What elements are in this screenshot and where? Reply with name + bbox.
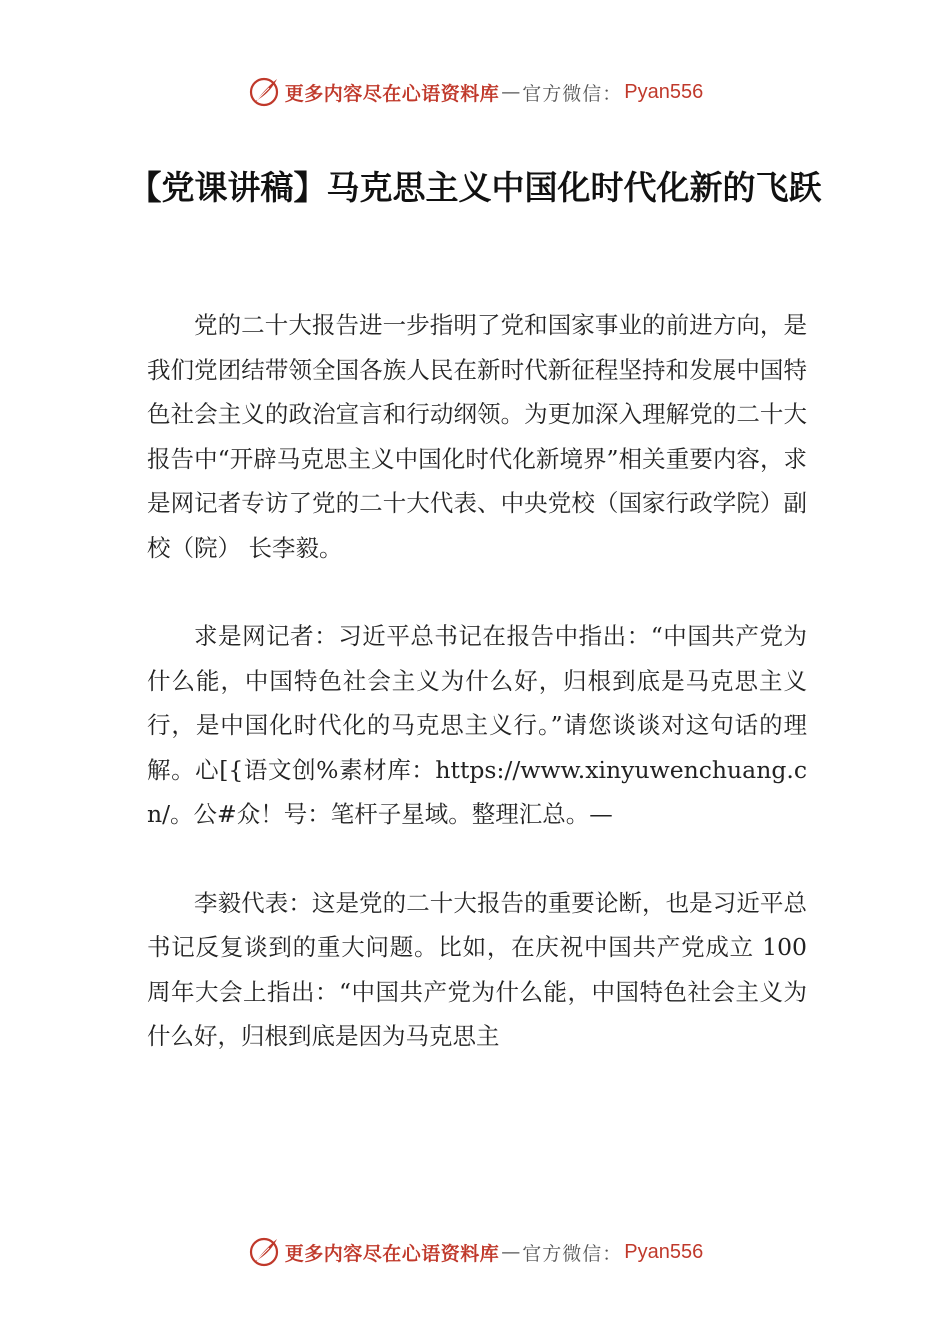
footer-banner: [0, 1232, 950, 1272]
header-banner: [0, 72, 950, 112]
body-paragraph: 党的二十大报告进一步指明了党和国家事业的前进方向，是我们党团结带领全国各族人民在新时代新征程坚持和发展中国特色社会主义的政治宣言和行动纲领。为更加深入理解党的二十大报告中“开辟马克思主义中国化时代化新境界”相关重要内容，求是网记者专访了党的二十大代表、中央党校（国家行政学院）副校（院） 长李毅。: [147, 311, 807, 562]
body-paragraph: 求是网记者：习近平总书记在报告中指出：“中国共产党为什么能，中国特色社会主义为什么好，归根到底是马克思主义行，是中国化时代化的马克思主义行。”请您谈谈对这句话的理解。心[{语文创%素材库：https://www.xinyuwenchuang.cn/。公#众！号：笔杆子星域。整理汇总。—: [147, 622, 807, 828]
footer-wechat-id: Pyan556: [624, 1240, 704, 1263]
document-title: 【党课讲稿】马克思主义中国化时代化新的飞跃: [128, 168, 822, 207]
header-brand-text: 更多内容尽在心语资料库: [284, 82, 500, 105]
document-body: [147, 303, 807, 1103]
header-wechat-id: Pyan556: [624, 80, 704, 103]
feather-quill-logo-icon: [247, 75, 281, 109]
footer-separator: —: [501, 1241, 521, 1263]
footer-wechat-label: 官方微信：: [522, 1242, 623, 1265]
body-paragraph: 李毅代表：这是党的二十大报告的重要论断，也是习近平总书记反复谈到的重大问题。比如，在庆祝中国共产党成立 100 周年大会上指出：“中国共产党为什么能，中国特色社会主义为什么好，归根到底是因为马克思主: [147, 888, 807, 1050]
footer-brand-text: 更多内容尽在心语资料库: [284, 1242, 500, 1265]
header-wechat-label: 官方微信：: [522, 82, 623, 105]
header-separator: —: [501, 81, 521, 103]
feather-quill-logo-icon: [247, 1235, 281, 1269]
